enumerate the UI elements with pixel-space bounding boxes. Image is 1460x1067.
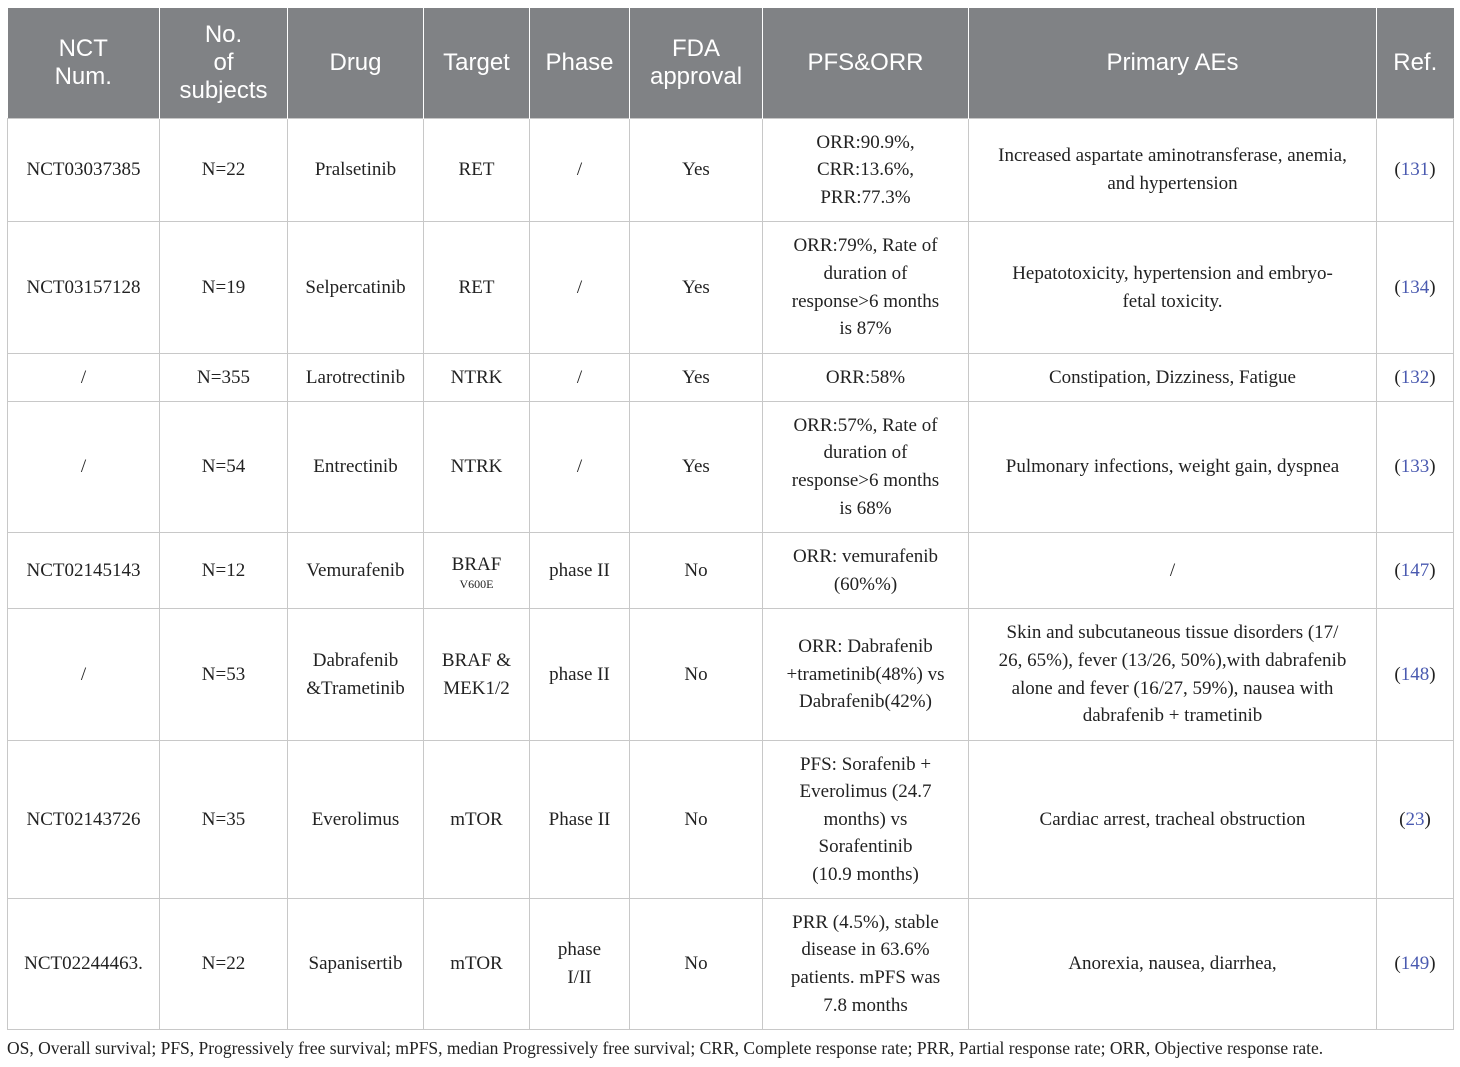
target-name: BRAF: [451, 553, 502, 575]
fda-approval-cell: No: [630, 533, 763, 609]
table-row: [8, 899, 1454, 1030]
phase-cell: /: [530, 402, 630, 533]
fda-approval-cell: No: [630, 609, 763, 741]
header-phase: Phase: [530, 8, 630, 119]
target-cell: RET: [424, 222, 530, 354]
table-header-row: [8, 8, 1454, 119]
table-row: [8, 533, 1454, 609]
table-row: [8, 354, 1454, 402]
table-row: [8, 402, 1454, 533]
table-row: [8, 119, 1454, 222]
subjects-cell: N=19: [160, 222, 288, 354]
phase-cell: /: [530, 119, 630, 222]
header-nct-num: NCT Num.: [8, 8, 160, 119]
primary-aes-cell: /: [969, 533, 1377, 609]
nct-cell: /: [8, 609, 160, 741]
primary-aes-cell: Constipation, Dizziness, Fatigue: [969, 354, 1377, 402]
pfs-orr-cell: ORR:90.9%, CRR:13.6%, PRR:77.3%: [763, 119, 969, 222]
ref-cell: (132): [1377, 354, 1454, 402]
reference-link[interactable]: 134: [1400, 276, 1430, 298]
reference-link[interactable]: 132: [1400, 366, 1430, 388]
target-subscript: V600E: [459, 577, 494, 592]
target-cell: mTOR: [424, 899, 530, 1030]
target-cell: NTRK: [424, 354, 530, 402]
nct-cell: NCT03037385: [8, 119, 160, 222]
reference-link[interactable]: 149: [1400, 953, 1430, 975]
nct-cell: NCT02143726: [8, 741, 160, 899]
nct-cell: NCT03157128: [8, 222, 160, 354]
primary-aes-cell: Hepatotoxicity, hypertension and embryo- fetal toxicity.: [969, 222, 1377, 354]
subjects-cell: N=35: [160, 741, 288, 899]
header-fda-approval: FDA approval: [630, 8, 763, 119]
target-cell: NTRK: [424, 402, 530, 533]
drug-cell: Everolimus: [288, 741, 424, 899]
fda-approval-cell: No: [630, 741, 763, 899]
pfs-orr-cell: ORR: Dabrafenib +trametinib(48%) vs Dabrafenib(42%): [763, 609, 969, 741]
drug-cell: Vemurafenib: [288, 533, 424, 609]
clinical-trials-table: [7, 8, 1454, 1030]
pfs-orr-cell: PRR (4.5%), stable disease in 63.6% patients. mPFS was 7.8 months: [763, 899, 969, 1030]
ref-cell: (131): [1377, 119, 1454, 222]
header-drug: Drug: [288, 8, 424, 119]
reference-link[interactable]: 133: [1400, 456, 1430, 478]
phase-cell: phase I/II: [530, 899, 630, 1030]
phase-cell: phase II: [530, 609, 630, 741]
ref-cell: (133): [1377, 402, 1454, 533]
pfs-orr-cell: ORR:57%, Rate of duration of response>6 months is 68%: [763, 402, 969, 533]
pfs-orr-cell: ORR: vemurafenib (60%%): [763, 533, 969, 609]
subjects-cell: N=54: [160, 402, 288, 533]
phase-cell: /: [530, 222, 630, 354]
table-row: [8, 222, 1454, 354]
nct-cell: NCT02145143: [8, 533, 160, 609]
drug-cell: Selpercatinib: [288, 222, 424, 354]
reference-link[interactable]: 23: [1405, 808, 1425, 830]
subjects-cell: N=53: [160, 609, 288, 741]
drug-cell: Dabrafenib &Trametinib: [288, 609, 424, 741]
drug-cell: Sapanisertib: [288, 899, 424, 1030]
header-no-of-subjects: No. of subjects: [160, 8, 288, 119]
primary-aes-cell: Increased aspartate aminotransferase, anemia, and hypertension: [969, 119, 1377, 222]
phase-cell: /: [530, 354, 630, 402]
fda-approval-cell: Yes: [630, 402, 763, 533]
target-cell: RET: [424, 119, 530, 222]
ref-cell: (147): [1377, 533, 1454, 609]
table-body: [8, 119, 1454, 1030]
ref-cell: (148): [1377, 609, 1454, 741]
target-cell: mTOR: [424, 741, 530, 899]
primary-aes-cell: Anorexia, nausea, diarrhea,: [969, 899, 1377, 1030]
phase-cell: phase II: [530, 533, 630, 609]
pfs-orr-cell: ORR:58%: [763, 354, 969, 402]
reference-link[interactable]: 147: [1400, 559, 1430, 581]
primary-aes-cell: Skin and subcutaneous tissue disorders (17/ 26, 65%), fever (13/26, 50%),with dabrafenib alone and fever (16/27, 59%), nausea with dabrafenib + trametinib: [969, 609, 1377, 741]
reference-link[interactable]: 131: [1400, 159, 1430, 181]
ref-cell: (23): [1377, 741, 1454, 899]
primary-aes-cell: Pulmonary infections, weight gain, dyspnea: [969, 402, 1377, 533]
table-row: [8, 741, 1454, 899]
nct-cell: NCT02244463.: [8, 899, 160, 1030]
drug-cell: Larotrectinib: [288, 354, 424, 402]
target-cell: [424, 533, 530, 609]
subjects-cell: N=22: [160, 899, 288, 1030]
subjects-cell: N=22: [160, 119, 288, 222]
header-target: Target: [424, 8, 530, 119]
fda-approval-cell: Yes: [630, 119, 763, 222]
reference-link[interactable]: 148: [1400, 663, 1430, 685]
ref-cell: (149): [1377, 899, 1454, 1030]
nct-cell: /: [8, 402, 160, 533]
header-pfs-orr: PFS&ORR: [763, 8, 969, 119]
table-footnote: OS, Overall survival; PFS, Progressively free survival; mPFS, median Progressively free survival; CRR, Complete response rate; PRR, Partial response rate; ORR, Objective response rate.: [7, 1038, 1324, 1058]
phase-cell: Phase II: [530, 741, 630, 899]
table-row: [8, 609, 1454, 741]
subjects-cell: N=12: [160, 533, 288, 609]
pfs-orr-cell: PFS: Sorafenib + Everolimus (24.7 months) vs Sorafentinib (10.9 months): [763, 741, 969, 899]
drug-cell: Entrectinib: [288, 402, 424, 533]
header-primary-aes: Primary AEs: [969, 8, 1377, 119]
fda-approval-cell: Yes: [630, 354, 763, 402]
subjects-cell: N=355: [160, 354, 288, 402]
fda-approval-cell: No: [630, 899, 763, 1030]
primary-aes-cell: Cardiac arrest, tracheal obstruction: [969, 741, 1377, 899]
header-ref: Ref.: [1377, 8, 1454, 119]
fda-approval-cell: Yes: [630, 222, 763, 354]
ref-cell: (134): [1377, 222, 1454, 354]
drug-cell: Pralsetinib: [288, 119, 424, 222]
nct-cell: /: [8, 354, 160, 402]
target-cell: BRAF & MEK1/2: [424, 609, 530, 741]
pfs-orr-cell: ORR:79%, Rate of duration of response>6 months is 87%: [763, 222, 969, 354]
